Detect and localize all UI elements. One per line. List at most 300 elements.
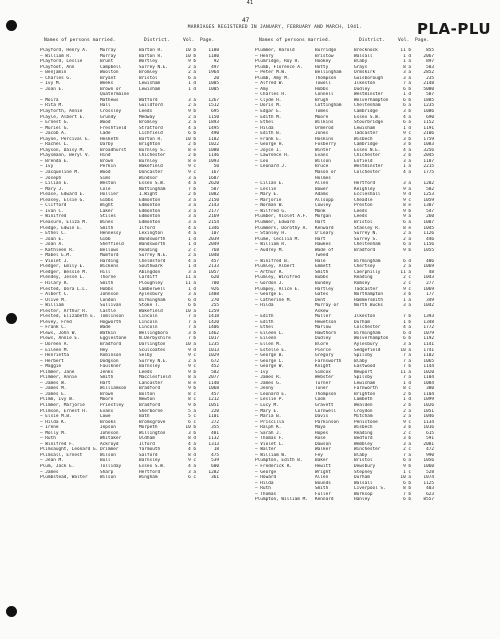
entry-page: 1495	[208, 125, 219, 131]
entry-spouse-surname: Cole	[100, 186, 111, 192]
entry-district: Surrey S.	[354, 236, 378, 242]
entry-district: Salford	[139, 452, 158, 458]
entry-volume: 2 b	[188, 153, 196, 159]
entry-name: — Ellen M.	[255, 341, 282, 347]
entry-page: 1005	[208, 81, 219, 87]
entry-district: Bolton	[139, 391, 155, 397]
entry-district: Guisborough	[354, 75, 384, 81]
entry-volume: 8 b	[403, 486, 411, 492]
entry-district: Worksop	[354, 491, 373, 497]
entry-name: — Moira	[40, 97, 59, 103]
entry-spouse-surname: Askew	[315, 308, 329, 314]
entry-district: Birmingham	[354, 258, 381, 264]
entry-name: Playfoot, Ann	[40, 64, 75, 70]
entry-spouse-surname: Simcox	[315, 369, 331, 375]
entry-page: 255	[211, 303, 219, 309]
entry-spouse-surname: Moore	[315, 114, 329, 120]
entry-name: — Leonard J.	[255, 164, 287, 170]
entry-name: — George	[255, 469, 277, 475]
entry-spouse-surname: Castle	[100, 308, 116, 314]
entry-volume: 1 d	[188, 242, 196, 248]
entry-page: 528	[426, 469, 434, 475]
entry-page: 1046	[423, 414, 434, 420]
entry-district: Ilford	[139, 225, 155, 231]
entry-district: Walsall	[354, 53, 373, 59]
entry-volume: 6 c	[188, 419, 196, 425]
entry-district: Ilford	[139, 441, 155, 447]
entry-name: — George H.	[255, 142, 285, 148]
entry-volume: 3 a	[188, 175, 196, 181]
entry-district: Tadcaster	[354, 286, 378, 292]
entry-name: — Clifford	[40, 203, 67, 209]
entry-page: 539	[211, 458, 219, 464]
entry-volume: 3 a	[188, 208, 196, 214]
sheet-label: 41	[246, 0, 254, 6]
entry-name: — George W.	[255, 364, 285, 370]
entry-page: 2049	[208, 242, 219, 248]
entry-page: 582	[426, 186, 434, 192]
entry-spouse-surname: Hogworth	[100, 319, 122, 325]
entry-spouse-surname: Wade	[100, 325, 111, 331]
entry-spouse-surname: Tolliday	[100, 464, 122, 470]
entry-spouse-surname: Bellingham	[315, 70, 342, 76]
entry-volume: 7 b	[403, 491, 411, 497]
entry-volume: 7 a	[403, 81, 411, 87]
entry-spouse-surname: Fuller	[315, 491, 331, 497]
entry-page: 1051	[208, 403, 219, 408]
entry-page: 2148	[423, 81, 434, 87]
entry-volume: 3 b	[403, 436, 411, 442]
entry-page: 277	[426, 280, 434, 286]
entry-spouse-surname: Wade of	[315, 247, 334, 253]
entry-name: — Alfred W.	[255, 81, 285, 87]
entry-spouse-surname: Gates	[315, 292, 329, 298]
entry-volume: 2 a	[188, 358, 196, 364]
entry-district: Stratford	[139, 125, 163, 131]
entry-volume: 2 c	[403, 430, 411, 436]
entry-page: 361	[211, 475, 219, 481]
entry-name: — Lilian E.	[255, 181, 285, 187]
entry-spouse-surname: Cade	[100, 131, 111, 137]
entry-name: — Muriel G.	[40, 125, 70, 131]
entry-volume: 4 a	[403, 114, 411, 120]
entry-volume: 6 d	[403, 330, 411, 336]
entry-page: 1079	[423, 330, 434, 336]
entry-volume: 3 a	[188, 197, 196, 203]
entry-spouse-surname: Robinson	[100, 353, 122, 359]
entry-page: 1144	[423, 364, 434, 370]
entry-spouse-surname: Towell	[315, 81, 331, 87]
entry-page: 2150	[208, 197, 219, 203]
entry-name: — Edith B.	[255, 131, 282, 137]
entry-volume: 9 b	[188, 369, 196, 375]
entry-district: Durham	[354, 319, 370, 325]
entry-page: 1192	[423, 336, 434, 342]
entry-volume: 6 a	[188, 75, 196, 81]
entry-name: Plumb, Florence A.	[255, 64, 303, 70]
entry-spouse-surname: Hobbs	[100, 286, 114, 292]
entry-name: — George L.	[255, 358, 285, 364]
entry-page: 897	[426, 59, 434, 65]
entry-page: 768	[211, 247, 219, 253]
entry-page: 1026	[423, 403, 434, 408]
entry-volume: 9 c	[403, 419, 411, 425]
entry-page: 2106	[423, 131, 434, 137]
entry-spouse-surname: Farnsworth	[315, 358, 342, 364]
entry-name: Plews, Annie E.	[40, 336, 80, 342]
entry-page: 1005	[208, 86, 219, 92]
entry-district: Blaby	[354, 452, 368, 458]
entry-spouse-surname: Parkinson	[315, 419, 339, 425]
entry-district: Southwark	[139, 264, 163, 270]
entry-district: Aylesbury	[354, 341, 378, 347]
entry-district: Surrey N.E.	[139, 358, 169, 364]
entry-spouse-surname: Faulkner	[100, 364, 122, 370]
entry-spouse-surname: Winter	[315, 147, 331, 153]
entry-name: — Amy	[255, 86, 269, 92]
header-name: Names of persons married.	[259, 38, 331, 43]
entry-name: — Eileen M.	[40, 347, 70, 353]
punch-hole	[6, 606, 17, 617]
entry-district: Bromley	[139, 120, 158, 126]
entry-spouse-surname: Mayo	[315, 425, 326, 431]
entry-name: — Wilfred G.	[255, 208, 287, 214]
entry-name: — Herbert	[40, 358, 64, 364]
entry-volume: 6 a	[403, 120, 411, 126]
entry-name: — Mary E.	[255, 408, 279, 414]
entry-spouse-surname: Jenks	[100, 369, 114, 375]
entry-spouse-surname: Hawkes	[315, 242, 331, 248]
entry-name: Playforth, Annie	[40, 109, 83, 115]
entry-page: 1741	[423, 347, 434, 353]
entry-spouse-surname: Hart	[315, 219, 326, 225]
entry-page: 3256	[423, 147, 434, 153]
entry-district: Darlington	[139, 341, 166, 347]
entry-district: Leeds	[354, 208, 368, 214]
entry-volume: 9 c	[188, 164, 196, 170]
entry-volume: 10 a	[400, 347, 411, 353]
entry-spouse-surname: Adams	[315, 192, 329, 198]
entry-spouse-surname: Hill	[100, 269, 111, 275]
entry-page: 926	[211, 286, 219, 292]
entry-volume: 2 c	[403, 280, 411, 286]
entry-page: 452	[211, 364, 219, 370]
entry-name: — Olive M.	[40, 297, 67, 303]
entry-page: 1020	[423, 369, 434, 375]
entry-district: Wandsworth	[139, 242, 166, 248]
entry-page: 1082	[208, 192, 219, 198]
entry-page: 1267	[208, 97, 219, 103]
entry-district: Stourbridge	[354, 120, 384, 126]
entry-spouse-surname: Dodgson	[100, 358, 119, 364]
entry-name: — Norman W.	[255, 203, 285, 209]
entry-name: — Hilda	[255, 480, 274, 486]
entry-district: Edmonton	[139, 214, 161, 220]
entry-page: 1418	[208, 314, 219, 320]
entry-district: Hertford	[354, 181, 376, 187]
entry-district: I.Wight	[139, 192, 158, 198]
entry-volume: 10 a	[185, 308, 196, 314]
entry-district: Chelmsford	[139, 258, 166, 264]
entry-volume: 9 c	[188, 170, 196, 176]
entry-spouse-surname: Cowley	[315, 203, 331, 209]
entry-volume: 3 a	[403, 341, 411, 347]
entry-page: 446	[426, 236, 434, 242]
entry-page: 1029	[208, 353, 219, 359]
entry-name: Playle, Albert E.	[40, 114, 85, 120]
entry-district: Surrey N.	[354, 231, 378, 237]
entry-volume: 6 a	[403, 103, 411, 109]
entry-district: Bristol	[139, 75, 158, 81]
entry-volume: 2 a	[188, 253, 196, 259]
entry-spouse-surname: Brugh	[315, 97, 329, 103]
entry-volume: 6 b	[403, 97, 411, 103]
entry-spouse-surname: Drimmer	[100, 447, 119, 453]
entry-spouse-surname: Tuner	[315, 386, 329, 392]
entry-volume: 8 c	[188, 397, 196, 403]
entry-page: 1059	[423, 197, 434, 203]
entry-district: Bedford	[354, 436, 373, 442]
entry-page: 1212	[208, 397, 219, 403]
entry-page: 2215	[423, 164, 434, 170]
entry-page: 672	[211, 358, 219, 364]
entry-spouse-surname: Cook	[315, 397, 326, 403]
entry-page: 2039	[208, 236, 219, 242]
entry-name: — Irene	[40, 425, 59, 431]
entry-name: Plevey, Fred	[40, 319, 72, 325]
entry-page: 1134	[423, 419, 434, 425]
entry-page: 1462	[208, 330, 219, 336]
entry-district: Colchester	[354, 325, 381, 331]
entry-name: — Winifred	[40, 214, 67, 220]
entry-district: Dudley	[354, 86, 370, 92]
entry-district: Wortley	[139, 59, 158, 65]
entry-spouse-surname: Freshfield	[100, 125, 127, 131]
entry-district: Medway	[139, 114, 155, 120]
entry-spouse-surname: Hawthorn	[315, 330, 337, 336]
entry-name: — Edgar E.	[255, 109, 282, 115]
entry-volume: 8 c	[403, 386, 411, 392]
entry-spouse-surname: Bruce	[315, 164, 329, 170]
entry-name: — Lucy M.	[255, 403, 279, 408]
entry-name: Playne, Percival E.	[40, 136, 91, 142]
entry-spouse-surname: Bellows	[100, 247, 119, 253]
entry-name: — Joseph	[40, 175, 62, 181]
entry-name: Plimsall, Ernest	[40, 452, 83, 458]
entry-district: Edmonton	[139, 203, 161, 209]
entry-name: — Jacqueline M.	[40, 170, 80, 176]
entry-page: 1022	[208, 142, 219, 148]
entry-volume: 11 a	[400, 369, 411, 375]
entry-volume: 1 a	[403, 297, 411, 303]
entry-volume: 7 b	[403, 364, 411, 370]
entry-name: — Joan E.	[40, 236, 64, 242]
entry-volume: 9 c	[188, 458, 196, 464]
entry-volume: 1 d	[188, 236, 196, 242]
entry-page: 1055	[423, 247, 434, 253]
entry-volume: 9 c	[403, 197, 411, 203]
entry-name: — Winifred F.	[40, 441, 75, 447]
entry-name: — Ivan C.	[40, 208, 64, 214]
entry-volume: 1 d	[403, 92, 411, 98]
entry-district: Newport	[354, 369, 373, 375]
entry-page: 50	[213, 164, 219, 170]
entry-name: — Maggie	[40, 364, 62, 370]
entry-page: 270	[211, 297, 219, 303]
entry-spouse-surname: Dudley	[315, 336, 331, 342]
entry-spouse-surname: Bristow	[315, 53, 334, 59]
entry-name: — Ruth	[40, 436, 56, 442]
entry-volume: 8 d	[188, 436, 196, 442]
entry-page: 2045	[423, 153, 434, 159]
entry-page: 1512	[208, 103, 219, 109]
entry-name: — Ernest G.	[40, 120, 70, 126]
entry-spouse-surname: Turner	[315, 380, 331, 386]
entry-spouse-surname: Webster	[315, 375, 334, 381]
entry-volume: 9 c	[403, 286, 411, 292]
entry-spouse-surname: Hart	[100, 380, 111, 386]
entry-spouse-surname: Smith	[315, 269, 329, 275]
entry-spouse-surname: Wilkins	[315, 120, 334, 126]
entry-volume: 8 d	[188, 452, 196, 458]
entry-name: — Frederick R.	[255, 464, 293, 470]
entry-volume: 4 a	[188, 258, 196, 264]
entry-page: 1187	[423, 158, 434, 164]
entry-district: Barton R.	[139, 53, 163, 59]
entry-page: 2077	[208, 375, 219, 381]
entry-spouse-surname: Wright	[315, 469, 331, 475]
entry-district: Stepney	[354, 469, 373, 475]
entry-district: Hanley	[354, 497, 370, 503]
entry-spouse-surname: Lowe	[100, 414, 111, 420]
entry-volume: 9 d	[188, 347, 196, 353]
entry-page: 1126	[423, 231, 434, 237]
entry-district: Cambridge	[354, 109, 378, 115]
entry-volume: 5 c	[188, 414, 196, 420]
entry-district: Reading	[354, 430, 373, 436]
entry-page: 1074	[423, 475, 434, 481]
entry-district: Wolverhampton	[354, 336, 389, 342]
entry-name: — Charles H.	[255, 92, 287, 98]
entry-spouse-surname: Dawson	[315, 441, 331, 447]
entry-name: — Hilda	[255, 303, 274, 309]
entry-volume: 1 d	[188, 264, 196, 270]
entry-spouse-surname: Smith	[100, 225, 114, 231]
entry-volume: 3 b	[403, 136, 411, 142]
entry-volume: 10 b	[185, 48, 196, 53]
entry-volume: 3 a	[403, 75, 411, 81]
entry-page: 1191	[423, 125, 434, 131]
entry-spouse-surname: Hewetson	[315, 319, 337, 325]
entry-volume: 3 a	[403, 70, 411, 76]
entry-page: 497	[211, 64, 219, 70]
entry-name: — William W.	[255, 452, 287, 458]
entry-volume: 11 a	[185, 275, 196, 281]
entry-name: — Mary E.	[255, 192, 279, 198]
entry-name: — Hilary R.	[40, 280, 70, 286]
entry-spouse-surname: O'Leary	[315, 231, 334, 237]
entry-name: — Albert C.	[40, 292, 70, 298]
entry-name: — Kathleen R.	[40, 247, 75, 253]
entry-page: 235	[426, 75, 434, 81]
entry-spouse-surname: Johnson	[100, 292, 119, 298]
entry-volume: 5 a	[188, 408, 196, 414]
entry-name: — Audrey M.	[255, 247, 285, 253]
entry-volume: 3 a	[403, 303, 411, 309]
entry-spouse-surname: Hookey	[315, 59, 331, 65]
entry-name: — Elsie M.B.	[40, 414, 72, 420]
entry-volume: 8 e	[403, 203, 411, 209]
entry-page: 582	[211, 369, 219, 375]
entry-district: Ploughley	[139, 280, 163, 286]
entry-page: 2852	[423, 70, 434, 76]
entry-volume: 7 a	[403, 358, 411, 364]
entry-name: — William R.	[255, 242, 287, 248]
entry-district: Chichester	[354, 153, 381, 159]
entry-district: Guildford	[139, 103, 163, 109]
entry-volume: 9 d	[403, 192, 411, 198]
entry-name: Playford, Henry A.	[40, 48, 88, 53]
entry-page: 2620	[208, 181, 219, 187]
entry-page: 272	[211, 419, 219, 425]
entry-district: Edmonton	[139, 197, 161, 203]
entry-spouse-surname: Hollier	[100, 192, 119, 198]
entry-volume: 10 b	[185, 136, 196, 142]
entry-page: 1393	[423, 314, 434, 320]
entry-spouse-surname: Weston	[100, 181, 116, 187]
entry-name: Pledge, Edwin E.	[40, 225, 83, 231]
entry-page: 1182	[423, 353, 434, 359]
entry-name: — Lilian E.	[40, 181, 70, 187]
entry-name: — Jenny	[255, 386, 274, 392]
entry-district: Croydon	[354, 408, 373, 414]
entry-name: Plummers, Dorothy A.	[255, 225, 308, 231]
entry-district: Ilkeston	[354, 81, 376, 87]
entry-district: Westminster	[354, 92, 384, 98]
entry-name: — Ivy M.	[40, 81, 62, 87]
entry-name: Plumridge, Roy H.	[255, 59, 300, 65]
entry-name: — Winifred B.	[255, 258, 290, 264]
entry-district: Westminster	[354, 164, 384, 170]
entry-volume: 8 a	[188, 375, 196, 381]
entry-volume: 7 a	[403, 375, 411, 381]
entry-district: Winchester	[354, 447, 381, 453]
entry-district: Wandsworth	[139, 236, 166, 242]
punch-hole	[6, 20, 17, 31]
entry-district: Lincoln	[139, 319, 158, 325]
entry-volume: 4 a	[188, 181, 196, 187]
entry-page: 1141	[423, 341, 434, 347]
entry-volume: 11 a	[400, 269, 411, 275]
entry-volume: 2 b	[188, 192, 196, 198]
entry-district: Newton	[139, 397, 155, 403]
entry-page: 1772	[423, 325, 434, 331]
entry-district: Hertford	[139, 469, 161, 475]
entry-volume: 2 a	[188, 70, 196, 76]
entry-page: 472	[426, 447, 434, 453]
entry-district: Keighley	[354, 186, 376, 192]
entry-volume: 6 b	[403, 480, 411, 486]
page-number: 47	[242, 17, 250, 24]
entry-district: Stanley R.	[354, 225, 381, 231]
entry-page: 107	[211, 231, 219, 237]
entry-name: Plum, Jack E.	[40, 464, 75, 470]
punch-holes	[2, 0, 24, 639]
entry-volume: 3 a	[188, 219, 196, 225]
entry-page: 1040	[208, 253, 219, 259]
entry-district: Sculcoates	[139, 347, 166, 353]
entry-name: Plummer, Harold	[255, 48, 295, 53]
